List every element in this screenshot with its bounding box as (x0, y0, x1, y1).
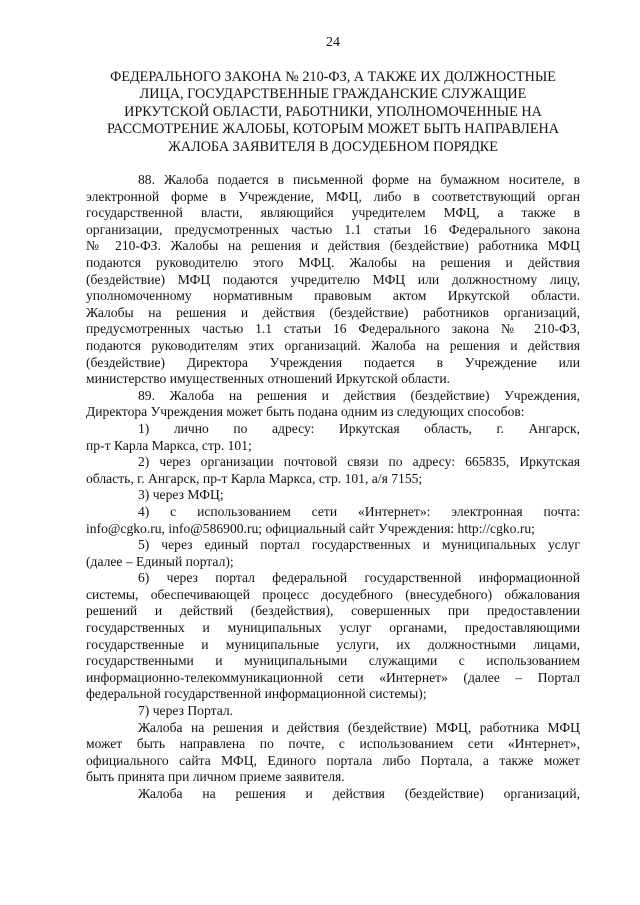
text-line: предусмотренных частью 1.1 статьи 16 Федерального закона № 210-ФЗ, (86, 321, 580, 337)
list-item-line: 3) через МФЦ; (138, 487, 224, 503)
heading-line: ЖАЛОБА ЗАЯВИТЕЛЯ В ДОСУДЕБНОМ ПОРЯДКЕ (168, 138, 498, 155)
text-line: государственной власти, являющийся учредителем МФЦ, а также в (86, 205, 580, 221)
text-line: решений и действий (бездействия), совершенных при предоставлении (86, 603, 580, 619)
list-item-line: 4) с использованием сети «Интернет»: электронная почта: (138, 503, 580, 519)
text-line: пр-т Карла Маркса, стр. 101; (86, 437, 252, 453)
text-line: системы, обеспечивающей процесс досудебного (внесудебного) обжалования (86, 586, 580, 602)
text-line: официального сайта МФЦ, Единого портала либо Портала, а также может (86, 752, 580, 768)
text-line: Жалоба на решения и действия (бездействие) МФЦ, работника МФЦ (138, 719, 580, 735)
text-line: уполномоченному нормативным правовым актом Иркутской области. (86, 288, 580, 304)
text-line: быть принята при личном приеме заявителя. (86, 769, 345, 785)
text-line: государственными и муниципальными служащими с использованием (86, 653, 580, 669)
text-line: электронной форме в Учреждение, МФЦ, либо в соответствующий орган (86, 188, 580, 204)
list-item-line: 7) через Портал. (138, 703, 234, 719)
text-line: информационно-телекоммуникационной сети «Интернет» (далее – Портал (86, 669, 580, 685)
text-line: 88. Жалоба подается в письменной форме на бумажном носителе, в (138, 172, 580, 188)
list-item-line: 2) через организации почтовой связи по адресу: 665835, Иркутская (138, 454, 580, 470)
heading-line: РАССМОТРЕНИЕ ЖАЛОБЫ, КОТОРЫМ МОЖЕТ БЫТЬ НАПРАВЛЕНА (106, 121, 559, 138)
text-line: (бездействие) Директора Учреждения подается в Учреждение или (86, 354, 580, 370)
section-heading (86, 69, 580, 156)
text-line: государственных и муниципальных услуг органами, предоставляющими (86, 620, 580, 636)
heading-line: ЛИЦА, ГОСУДАРСТВЕННЫЕ ГРАЖДАНСКИЕ СЛУЖАЩИЕ (139, 86, 527, 103)
text-line: подаются руководителю этого МФЦ. Жалобы на решения и действия (86, 255, 580, 270)
text-line: организации, предусмотренных частью 1.1 статьи 16 Федерального закона (86, 221, 580, 237)
text-line: (далее – Единый портал); (86, 553, 234, 569)
page-number: 24 (326, 35, 340, 50)
list-item-line: 1) лично по адресу: Иркутская область, г. Ангарск, (138, 420, 580, 436)
text-line: Жалоба на решения и действия (бездействие) организаций, (138, 786, 580, 801)
heading-line: ФЕДЕРАЛЬНОГО ЗАКОНА № 210-ФЗ, А ТАКЖЕ ИХ ДОЛЖНОСТНЫЕ (110, 69, 556, 85)
text-line: 89. Жалоба на решения и действия (бездействие) Учреждения, (138, 387, 580, 403)
text-line: подаются руководителям этих организаций. Жалоба на решения и действия (86, 337, 580, 353)
text-line: может быть направлена по почте, с использованием сети «Интернет», (86, 736, 580, 752)
document-page (86, 34, 580, 803)
text-line: государственные и муниципальные услуги, их должностными лицами, (86, 636, 580, 652)
text-line: федеральной государственной информационной системы); (86, 686, 427, 702)
text-line: министерство имущественных отношений Иркутской области. (86, 371, 451, 387)
text-line: Директора Учреждения может быть подана одним из следующих способов: (86, 404, 525, 420)
list-item-line: 5) через единый портал государственных и муниципальных услуг (138, 537, 580, 553)
text-line: Жалобы на решения и действия (бездействие) работников организаций, (86, 304, 580, 320)
list-item-line: 6) через портал федеральной государственной информационной (138, 570, 580, 586)
heading-line: ИРКУТСКОЙ ОБЛАСТИ, РАБОТНИКИ, УПОЛНОМОЧЕННЫЕ НА (124, 103, 542, 120)
document-body (86, 172, 580, 803)
text-line: (бездействие) МФЦ подаются учредителю МФЦ или должностному лицу, (86, 271, 580, 287)
text-line: № 210-ФЗ. Жалобы на решения и действия (бездействие) работника МФЦ (86, 238, 580, 254)
text-line: info@cgko.ru, info@586900.ru; официальный сайт Учреждения: http://cgko.ru; (86, 520, 535, 536)
text-line: область, г. Ангарск, пр-т Карла Маркса, стр. 101, а/я 7155; (86, 470, 423, 486)
